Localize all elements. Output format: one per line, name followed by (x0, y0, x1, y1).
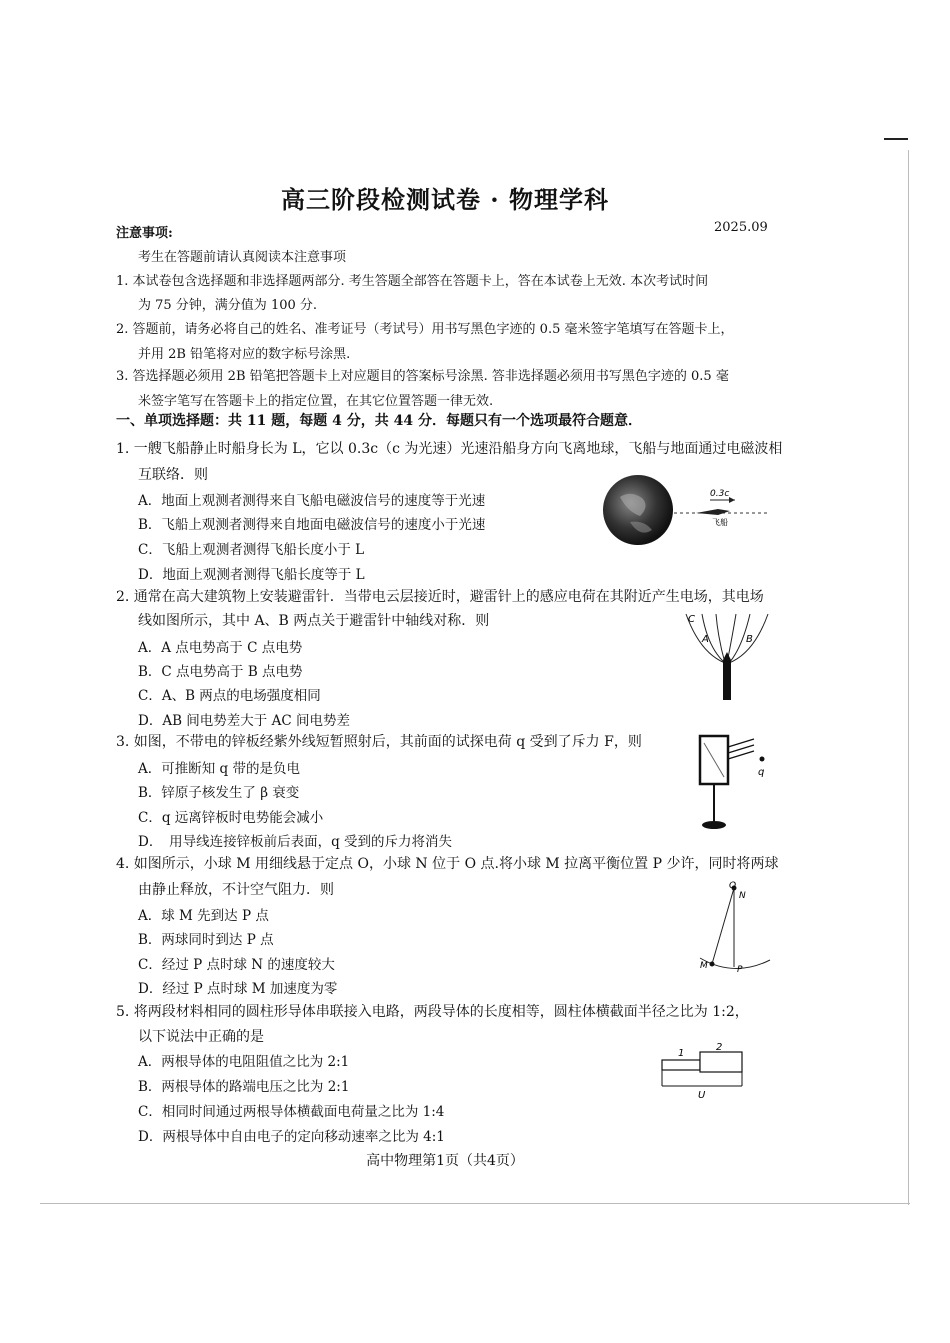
notice-item: 3. 答选择题必须用 2B 铅笔把答题卡上对应题目的答案标号涂黑. 答非选择题必须用书写黑色字迹的 0.5 毫 (116, 369, 729, 384)
point-label: P (737, 965, 743, 975)
option: C．A、B 两点的电场强度相同 (138, 688, 321, 704)
option: A．A 点电势高于 C 点电势 (138, 640, 303, 656)
speed-label: 0.3c (710, 489, 730, 499)
zinc-plate-figure (694, 733, 779, 833)
notice-item: 并用 2B 铅笔将对应的数字标号涂黑. (138, 347, 351, 362)
page-border (40, 1203, 910, 1204)
question-stem: 1. 一艘飞船静止时船身长为 L，它以 0.3c（c 为光速）光速沿船身方向飞离地球，飞船与地面通过电磁波相 (116, 441, 783, 457)
notice-item: 为 75 分钟，满分值为 100 分. (138, 298, 318, 313)
option: D．两根导体中自由电子的定向移动速率之比为 4:1 (138, 1129, 445, 1145)
option: C．q 远离锌板时电势能会减小 (138, 810, 324, 826)
option: B．两根导体的路端电压之比为 2:1 (138, 1079, 350, 1095)
page-footer: 高中物理第1页（共4页） (366, 1153, 524, 1169)
option: D．地面上观测者测得飞船长度等于 L (138, 567, 365, 583)
conductor-label: 1 (678, 1048, 685, 1059)
question-stem: 线如图所示，其中 A、B 两点关于避雷针中轴线对称．则 (138, 613, 490, 629)
exam-date: 2025.09 (714, 220, 768, 235)
point-label: M (700, 961, 708, 971)
option: A．地面上观测者测得来自飞船电磁波信号的速度等于光速 (138, 493, 486, 509)
question-stem: 4. 如图所示，小球 M 用细线悬于定点 O，小球 N 位于 O 点.将小球 M 拉离平衡位置 P 少许，同时将两球 (116, 856, 779, 872)
notice-item: 2. 答题前，请务必将自己的姓名、准考证号（考试号）用书写黑色字迹的 0.5 毫米签字笔填写在答题卡上， (116, 322, 734, 337)
option: C．飞船上观测者测得飞船长度小于 L (138, 542, 365, 558)
option: D． 用导线连接锌板前后表面，q 受到的斥力将消失 (138, 834, 453, 850)
test-charge (760, 757, 765, 762)
option: C．经过 P 点时球 N 的速度较大 (138, 957, 335, 973)
option: C．相同时间通过两根导体横截面电荷量之比为 1:4 (138, 1104, 445, 1120)
option: A．两根导体的电阻阻值之比为 2:1 (138, 1054, 350, 1070)
question-stem: 2. 通常在高大建筑物上安装避雷针．当带电云层接近时，避雷针上的感应电荷在其附近产生电场，其电场 (116, 589, 764, 605)
question-stem: 互联络．则 (138, 467, 208, 483)
option: D．AB 间电势差大于 AC 间电势差 (138, 713, 350, 729)
conductor-2 (700, 1052, 742, 1072)
option: B．C 点电势高于 B 点电势 (138, 664, 303, 680)
question-stem: 由静止释放，不计空气阻力．则 (138, 882, 334, 898)
notice-item: 1. 本试卷包含选择题和非选择题两部分. 考生答题全部答在答题卡上，答在本试卷上无效. 本次考试时间 (116, 274, 709, 289)
page-border (908, 150, 909, 1205)
option: B．两球同时到达 P 点 (138, 932, 274, 948)
point-label: C (688, 614, 695, 625)
question-stem: 以下说法中正确的是 (138, 1029, 264, 1045)
conductor-circuit-figure (656, 1040, 751, 1100)
pendulum-figure (696, 882, 776, 982)
point-label: B (746, 634, 753, 645)
corner-mark (884, 138, 908, 140)
notice-item: 米签字笔写在答题卡上的指定位置，在其它位置答题一律无效. (138, 394, 494, 409)
point-label: N (739, 891, 746, 901)
option: A．球 M 先到达 P 点 (138, 908, 269, 924)
section-heading: 一、单项选择题：共 11 题，每题 4 分，共 44 分．每题只有一个选项最符合题意． (116, 413, 642, 429)
page-title: 高三阶段检测试卷 · 物理学科 (280, 185, 610, 214)
option: B．锌原子核发生了 β 衰变 (138, 785, 300, 801)
lightning-rod (723, 660, 731, 700)
point-label: A (702, 634, 709, 645)
option: D．经过 P 点时球 M 加速度为零 (138, 981, 338, 997)
option: B．飞船上观测者测得来自地面电磁波信号的速度小于光速 (138, 517, 486, 533)
conductor-label: 2 (716, 1042, 723, 1053)
voltage-label: U (698, 1090, 706, 1101)
spaceship-icon (696, 509, 730, 515)
question-stem: 3. 如图，不带电的锌板经紫外线短暂照射后，其前面的试探电荷 q 受到了斥力 F，则 (116, 734, 642, 750)
lightning-rod-figure (680, 608, 775, 703)
notice-intro: 考生在答题前请认真阅读本注意事项 (138, 250, 347, 265)
notice-heading: 注意事项: (116, 226, 173, 241)
point-label: O (729, 881, 737, 891)
charge-label: q (758, 767, 765, 778)
ship-label: 飞船 (712, 518, 728, 527)
earth-spaceship-figure (600, 472, 780, 552)
option: A．可推断知 q 带的是负电 (138, 761, 300, 777)
question-stem: 5. 将两段材料相同的圆柱形导体串联接入电路，两段导体的长度相等，圆柱体横截面半径之比为 1:2， (116, 1004, 749, 1020)
conductor-1 (662, 1060, 700, 1070)
